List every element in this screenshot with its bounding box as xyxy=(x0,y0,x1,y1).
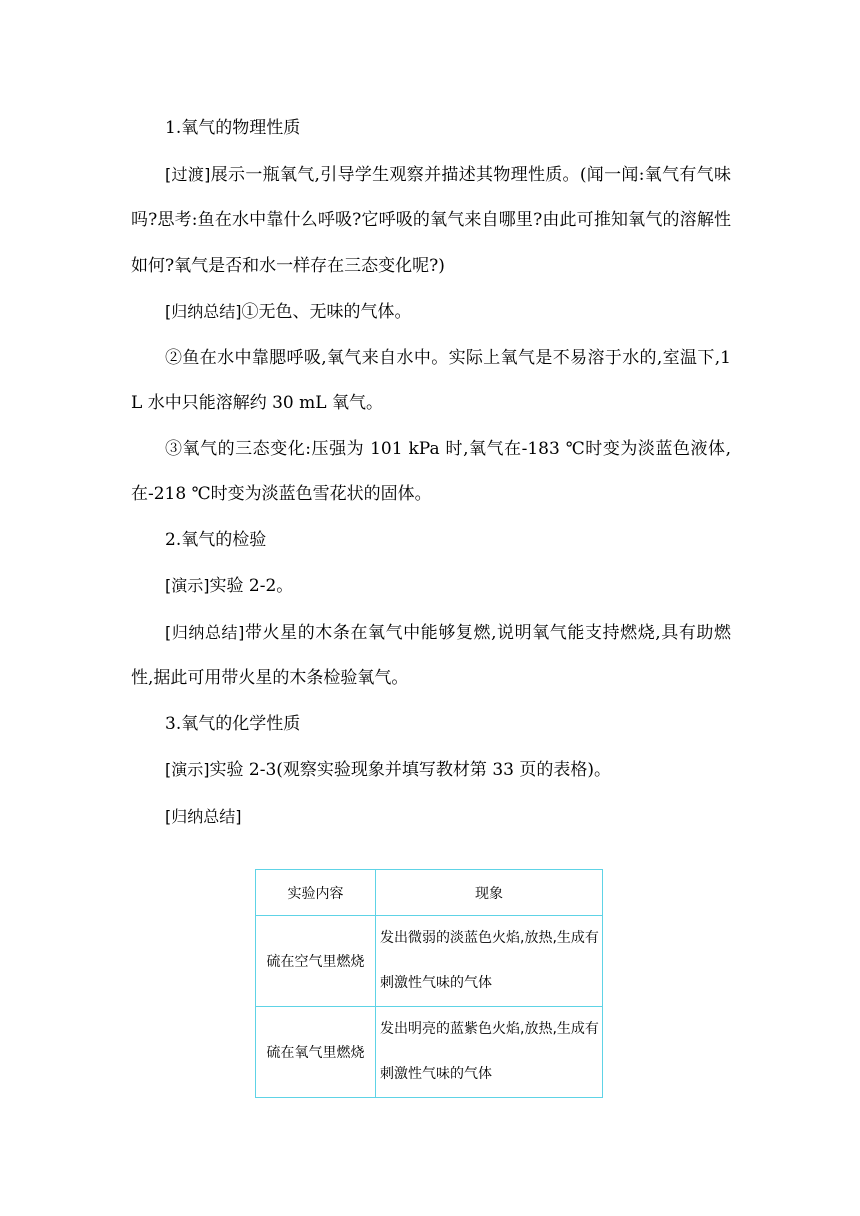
tag-label: [归纳总结] xyxy=(165,302,242,321)
tag-label: [归纳总结] xyxy=(165,806,242,826)
section-heading-test: 2.氧气的检验 xyxy=(165,529,267,550)
tag-label: [过渡] xyxy=(165,164,211,184)
tag-label: [演示] xyxy=(165,760,210,779)
transition-paragraph: [过渡]展示一瓶氧气,引导学生观察并描述其物理性质。(闻一闻:氧气有气味吗?思考:鱼在水中靠什么呼吸?它呼吸的氧气来自哪里?由此可推知氧气的溶解性如何?氧气是否和水一样存在三态变化呢?) xyxy=(131,164,731,276)
table-row xyxy=(256,1007,603,1098)
section-heading-chemical: 3.氧气的化学性质 xyxy=(165,713,301,734)
document-body xyxy=(131,106,731,840)
demo-paragraph: [演示]实验 2-2。 xyxy=(165,576,294,596)
summary-point-3: ③氧气的三态变化:压强为 101 kPa 时,氧气在-183 ℃时变为淡蓝色液体,在-218 ℃时变为淡蓝色雪花状的固体。 xyxy=(131,438,731,504)
summary-paragraph xyxy=(131,794,731,841)
summary-point-2: ②鱼在水中靠腮呼吸,氧气来自水中。实际上氧气是不易溶于水的,室温下,1 L 水中只能溶解约 30 mL 氧气。 xyxy=(131,347,731,413)
experiment-table xyxy=(255,869,603,1098)
table-cell-phenomenon: 发出微弱的淡蓝色火焰,放热,生成有刺激性气味的气体 xyxy=(376,916,603,1007)
summary-paragraph: [归纳总结]①无色、无味的气体。 xyxy=(165,302,412,322)
tag-label: [演示] xyxy=(165,576,210,595)
table-row xyxy=(256,916,603,1007)
table-header-row xyxy=(256,870,603,916)
section-heading-physical: 1.氧气的物理性质 xyxy=(165,118,301,138)
summary-paragraph: [归纳总结]带火星的木条在氧气中能够复燃,说明氧气能支持燃烧,具有助燃性,据此可用带火星的木条检验氧气。 xyxy=(131,622,731,688)
table-cell-content: 硫在空气里燃烧 xyxy=(256,916,376,1007)
demo-paragraph: [演示]实验 2-3(观察实验现象并填写教材第 33 页的表格)。 xyxy=(165,760,611,780)
tag-label: [归纳总结] xyxy=(165,622,245,642)
table-cell-phenomenon: 发出明亮的蓝紫色火焰,放热,生成有刺激性气味的气体 xyxy=(376,1007,603,1098)
table-header-cell: 实验内容 xyxy=(256,870,376,916)
table-header-cell: 现象 xyxy=(376,870,603,916)
table-cell-content: 硫在氧气里燃烧 xyxy=(256,1007,376,1098)
